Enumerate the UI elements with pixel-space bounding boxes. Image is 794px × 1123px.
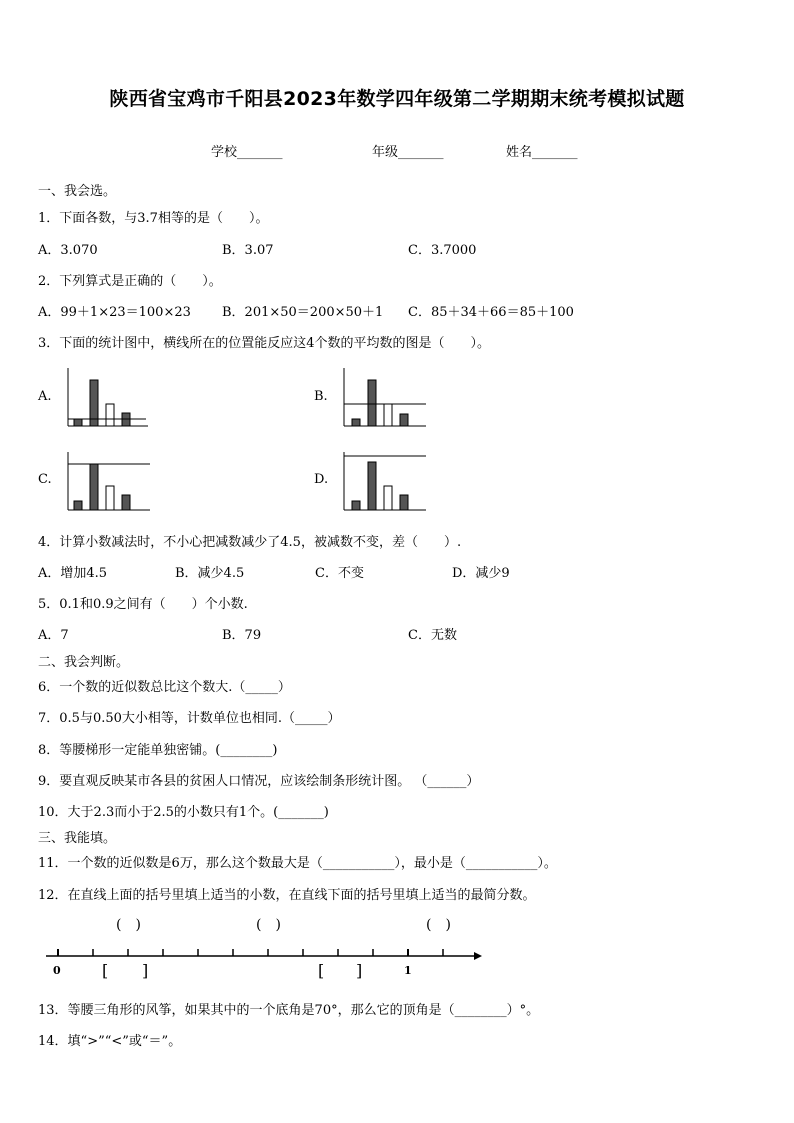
bar [384,404,392,426]
question-7: 7．0.5与0.50大小相等，计数单位也相同.（_____） [38,711,341,726]
q2-option-b: B．201×50＝200×50＋1 [222,305,384,320]
section-heading-choose: 一、我会选。 [38,184,117,199]
bar [400,414,408,426]
q1-option-c: C．3.7000 [408,243,477,258]
question-4: 4．计算小数减法时，不小心把减数减少了4.5，被减数不变，差（ ）. [38,535,462,550]
question-6: 6．一个数的近似数总比这个数大.（_____） [38,680,291,695]
q1-option-a: A．3.070 [38,243,98,258]
q5-option-c: C．无数 [408,628,457,643]
question-8: 8．等腰梯形一定能单独密铺。(________) [38,743,278,758]
q3-label-d: D. [314,472,329,487]
section-heading-judge: 二、我会判断。 [38,655,130,670]
bottom-bracket-left: [ [102,961,109,980]
chart-option-b [340,366,430,430]
bar [74,419,82,426]
chart-option-d [340,450,430,514]
page-title: 陕西省宝鸡市千阳县2023年数学四年级第二学期期末统考模拟试题 [109,88,685,110]
bottom-bracket-left: [ [318,961,325,980]
bar [400,495,408,510]
q2-option-a: A．99＋1×23＝100×23 [38,305,191,320]
question-1: 1．下面各数，与3.7相等的是（ ）。 [38,211,269,226]
question-12: 12．在直线上面的括号里填上适当的小数，在直线下面的括号里填上适当的最简分数。 [38,888,536,903]
q4-option-c: C．不变 [315,566,364,581]
question-5: 5．0.1和0.9之间有（ ）个小数. [38,597,248,612]
bar [122,495,130,510]
bar [368,462,376,510]
question-3: 3．下面的统计图中，横线所在的位置能反应这4个数的平均数的图是（ ）。 [38,336,491,351]
question-11: 11．一个数的近似数是6万，那么这个数最大是（___________），最小是（___________）。 [38,856,557,871]
q5-option-a: A．7 [38,628,69,643]
axis-arrow [474,952,482,960]
chart-option-c [64,450,154,514]
q4-option-a: A．增加4.5 [38,566,108,581]
bar [106,486,114,510]
number-line [40,912,490,984]
q2-option-c: C．85＋34＋66＝85＋100 [408,305,574,320]
top-bracket: ( ) [256,917,281,933]
chart-option-a [64,366,150,430]
bar [106,404,114,426]
top-bracket: ( ) [116,917,141,933]
bar [352,501,360,510]
q4-option-b: B．减少4.5 [175,566,245,581]
q5-option-b: B．79 [222,628,262,643]
school-field: 学校_______ [211,145,283,160]
label-one: 1 [404,964,412,977]
bar [368,380,376,426]
q1-option-b: B．3.07 [222,243,274,258]
name-field: 姓名_______ [506,145,578,160]
question-13: 13．等腰三角形的风筝，如果其中的一个底角是70°，那么它的顶角是（________）°。 [38,1003,540,1018]
bottom-bracket-right: ] [356,961,363,980]
question-2: 2．下列算式是正确的（ ）。 [38,274,222,289]
question-10: 10．大于2.3而小于2.5的小数只有1个。(_______) [38,805,329,820]
section-heading-fill: 三、我能填。 [38,831,117,846]
q4-option-d: D．减少9 [452,566,510,581]
bar [74,501,82,510]
top-bracket: ( ) [426,917,451,933]
bar [384,486,392,510]
q3-label-a: A. [38,389,52,404]
label-zero: 0 [53,964,61,977]
bar [352,419,360,426]
bar [90,464,98,510]
question-9: 9．要直观反映某市各县的贫困人口情况，应该绘制条形统计图。 （______） [38,774,480,789]
bottom-bracket-right: ] [142,961,149,980]
question-14: 14．填“>”“<”或“＝”。 [38,1034,182,1049]
q3-label-b: B. [314,389,328,404]
grade-field: 年级_______ [372,145,444,160]
q3-label-c: C. [38,472,52,487]
